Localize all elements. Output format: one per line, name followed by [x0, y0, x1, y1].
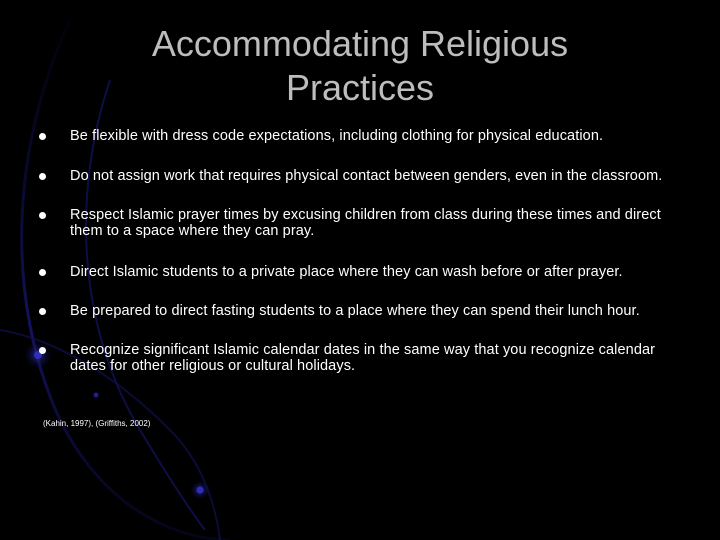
bullet-dot-icon	[39, 173, 46, 180]
bullet-text: Be flexible with dress code expectations, including clothing for physical education.	[70, 128, 604, 144]
bullet-dot-icon	[39, 347, 46, 354]
bullet-dot-icon	[39, 269, 46, 276]
bullet-item	[36, 342, 676, 374]
bullet-item	[36, 303, 676, 319]
bullet-text: Direct Islamic students to a private place where they can wash before or after prayer.	[70, 264, 623, 280]
bullet-item	[36, 128, 676, 144]
bullet-dot-icon	[39, 308, 46, 315]
bullet-text: Do not assign work that requires physical contact between genders, even in the classroom.	[70, 168, 663, 184]
bullet-text: Be prepared to direct fasting students to a place where they can spend their lunch hour.	[70, 303, 640, 319]
decorative-dot-3	[94, 393, 99, 398]
bullet-item	[36, 168, 676, 184]
slide-title-line-2: Practices	[285, 67, 435, 108]
slide-title	[60, 22, 660, 110]
decorative-dot-2	[197, 487, 204, 494]
slide-title-line-1: Accommodating Religious	[151, 23, 569, 64]
bullet-text: Recognize significant Islamic calendar dates in the same way that you recognize calendar dates for other religious or cultural holidays.	[70, 342, 656, 374]
bullet-dot-icon	[39, 212, 46, 219]
bullet-text: Respect Islamic prayer times by excusing children from class during these times and direct them to a space where they can pray.	[70, 207, 661, 239]
bullet-item	[36, 264, 676, 280]
citation: (Kahin, 1997), (Griffiths, 2002)	[43, 419, 151, 428]
bullet-item	[36, 207, 676, 239]
bullet-list	[36, 122, 676, 374]
bullet-dot-icon	[39, 133, 46, 140]
